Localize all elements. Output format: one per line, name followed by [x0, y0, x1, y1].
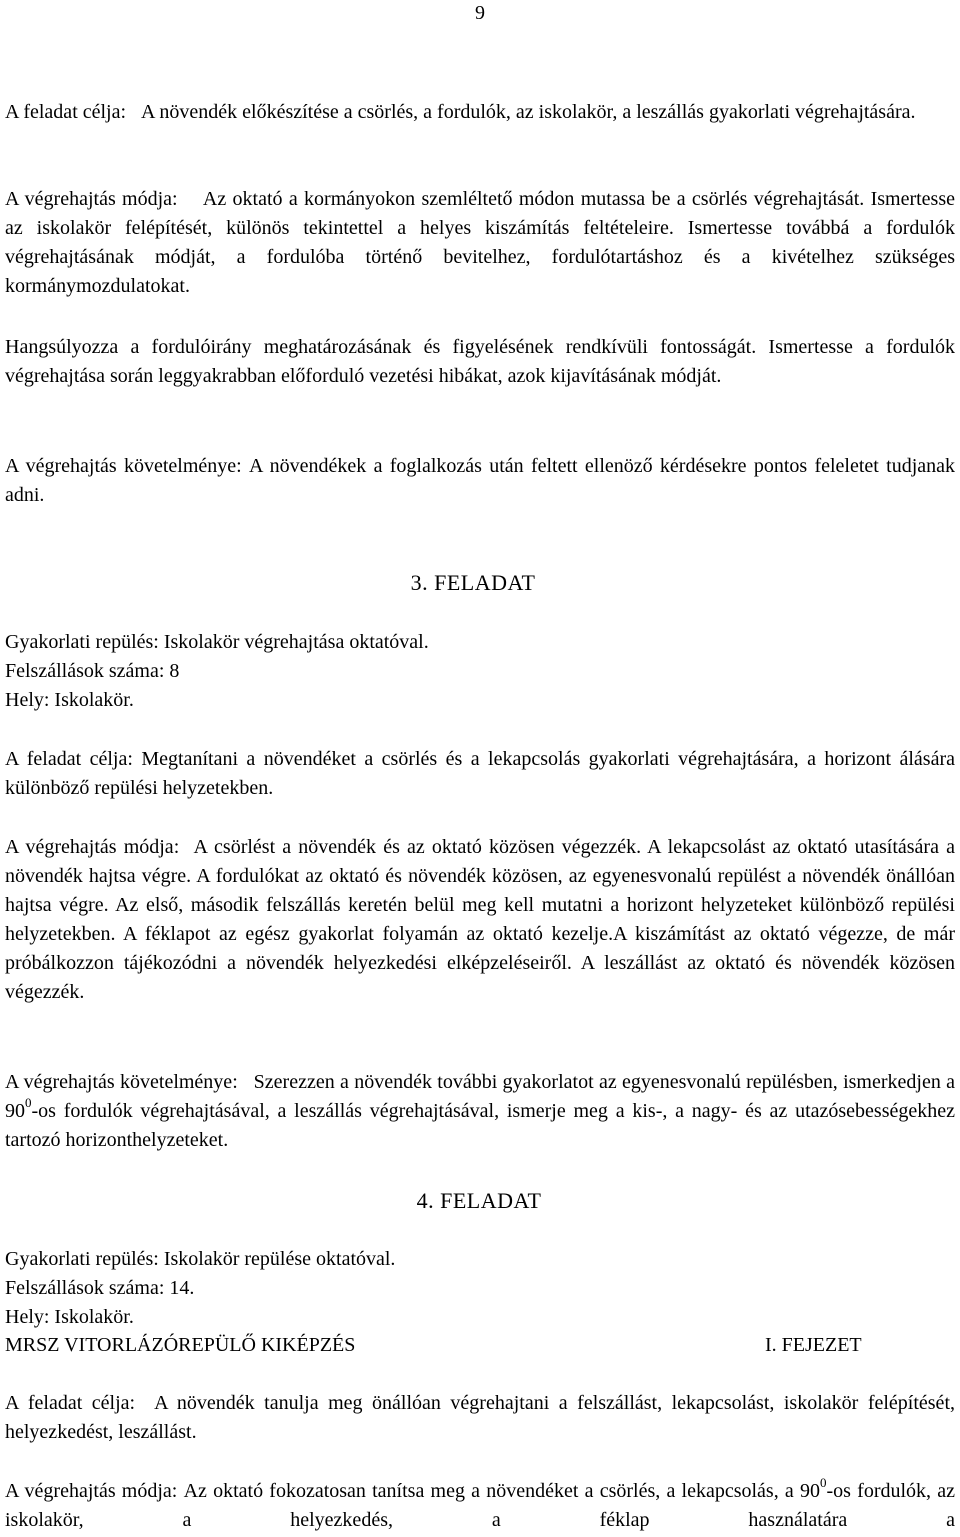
task-3-info [5, 628, 955, 715]
task-4-goal [5, 1389, 955, 1447]
label: A végrehajtás módja: [5, 836, 180, 858]
task-4-takeoffs: Felszállások száma: 14. [5, 1277, 195, 1299]
task-4-place: Hely: Iskolakör. [5, 1306, 134, 1328]
text: Az oktató a kormányokon szemléltető módon mutassa be a csörlés végrehajtását. Ismertesse az iskolakör felépítését, különös tekintettel a helyes kiszámítás feltételeire. Ismertesse továbbá a fordulók végrehajtásának módját, a fordulóba történő bevitelhez, fordulótartáshoz és a kivételhez szükséges kormánymozdulatokat. [5, 188, 956, 297]
label: A végrehajtás követelménye: [5, 455, 242, 477]
text: Megtanítani a növendéket a csörlés és a lekapcsolás gyakorlati végrehajtására, a horizont álására különböző repülési helyzetekben. [5, 748, 956, 799]
task-4-info [5, 1245, 955, 1332]
paragraph-emphasis [5, 333, 955, 391]
label: A végrehajtás módja: [5, 1480, 178, 1502]
paragraph-goal-1 [5, 98, 955, 127]
page-number: 9 [475, 2, 485, 24]
label: A végrehajtás módja: [5, 188, 178, 210]
text: Hangsúlyozza a fordulóirány meghatározásának és figyelésének rendkívüli fontosságát. Ismertesse a fordulók végrehajtása során leggyakrabban előforduló vezetési hibákat, azok kijavításának módját. [5, 336, 955, 387]
task-3-practical-flight: Gyakorlati repülés: Iskolakör végrehajtása oktatóval. [5, 631, 429, 653]
task-3-takeoffs: Felszállások száma: 8 [5, 660, 180, 682]
superscript: 0 [25, 1095, 32, 1110]
label: A feladat célja: [5, 748, 133, 770]
task-3-place: Hely: Iskolakör. [5, 689, 134, 711]
text: Szerezzen a növendék további gyakorlatot az egyenesvonalú repülésben, ismerkedjen a 90 [5, 1071, 956, 1122]
text: A növendék tanulja meg önállóan végrehajtani a felszállást, lekapcsolást, iskolakör felépítését, helyezkedést, leszállást. [5, 1392, 955, 1443]
task-3-goal [5, 745, 955, 803]
label: A feladat célja: [5, 1392, 136, 1414]
task-4-practical-flight: Gyakorlati repülés: Iskolakör repülése oktatóval. [5, 1248, 396, 1270]
task-4-heading-text: 4. FELADAT [416, 1188, 542, 1213]
text: -os fordulók végrehajtásával, a leszállás végrehajtásával, ismerje meg a kis-, a nagy- és az utazósebességekhez tartozó horizonthelyzeteket. [5, 1100, 955, 1151]
task-3-requirement [5, 1068, 955, 1155]
task-3-method [5, 833, 955, 1007]
task-3-heading [0, 568, 960, 597]
running-header-right: I. FEJEZET [765, 1334, 862, 1356]
running-header [5, 1331, 955, 1360]
running-header-left: MRSZ VITORLÁZÓREPÜLŐ KIKÉPZÉS [5, 1334, 356, 1356]
text: -os fordulók, az iskolakör, a helyezkedés, a féklap használatára a [5, 1480, 955, 1531]
text: A növendékek a foglalkozás után feltett ellenöző kérdésekre pontos feleletet tudjanak adni. [5, 455, 956, 506]
task-4-heading [0, 1186, 960, 1215]
label: A feladat célja: [5, 101, 127, 123]
label: A végrehajtás követelménye: [5, 1071, 238, 1093]
paragraph-requirement-1 [5, 452, 955, 510]
task-3-heading-text: 3. FELADAT [410, 570, 536, 595]
text: Az oktató fokozatosan tanítsa meg a növendéket a csörlés, a lekapcsolás, a 90 [183, 1480, 821, 1502]
task-4-method [5, 1477, 955, 1535]
paragraph-method-1 [5, 185, 955, 301]
text: A növendék előkészítése a csörlés, a fordulók, az iskolakör, a leszállás gyakorlati végrehajtására. [141, 101, 916, 123]
superscript: 0 [820, 1475, 827, 1490]
text: A csörlést a növendék és az oktató közösen végezzék. A lekapcsolást az oktató utasítására a növendék hajtsa végre. A fordulókat az oktató és növendék közösen, az egyenesvonalú repülést a növendék önállóan hajtsa végre. Az első, második felszállás keretén belül meg kell mutatni a horizont helyzeteket különböző repülési helyzetekben. A féklapot az egész gyakorlat folyamán az oktató kezelje.A kiszámítást az oktató végezze, de már próbálkozzon tájékozódni a növendék helyezkedési elképzeléseiről. A leszállást az oktató és növendék közösen végezzék. [5, 836, 955, 1003]
